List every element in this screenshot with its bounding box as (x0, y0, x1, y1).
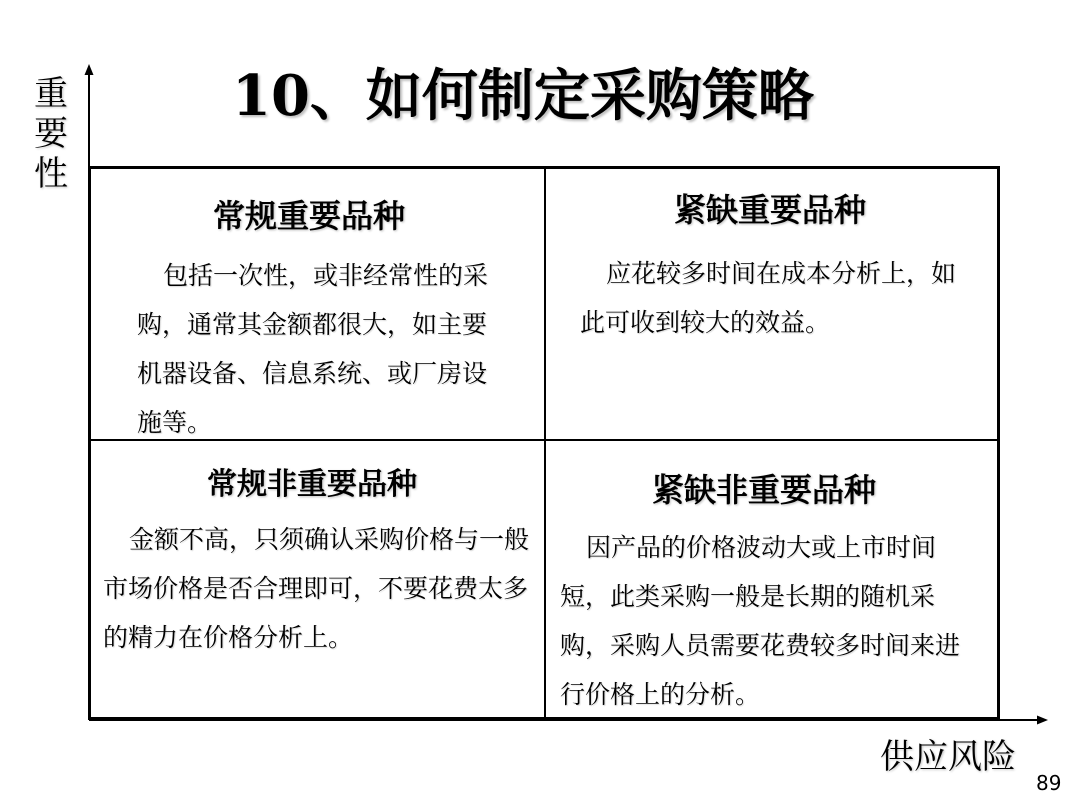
quadrant-heading: 常规重要品种 (213, 197, 406, 235)
quadrant-description: 金额不高，只须确认采购价格与一般市场价格是否合理即可，不要花费太多的精力在价格分析上。 (103, 525, 530, 652)
quadrant-scarce-unimportant (546, 441, 1000, 717)
strategy-matrix (88, 166, 1000, 720)
quadrant-routine-unimportant (91, 441, 546, 717)
x-axis-label: 供应风险 (880, 737, 1016, 777)
y-axis-label: 重要性 (34, 74, 68, 194)
quadrant-description: 应花较多时间在成本分析上，如此可收到较大的效益。 (580, 259, 957, 337)
quadrant-heading: 紧缺非重要品种 (652, 471, 877, 509)
quadrant-heading: 紧缺重要品种 (674, 191, 867, 229)
page-number: 89 (1036, 771, 1062, 795)
x-axis-arrow-icon (1037, 716, 1048, 725)
slide-title: 10、如何制定采购策略 (232, 63, 814, 129)
quadrant-description: 包括一次性，或非经常性的采购，通常其金额都很大，如主要机器设备、信息系统、或厂房设施等。 (137, 261, 489, 437)
y-axis-arrow-icon (85, 64, 94, 75)
quadrant-scarce-important (546, 169, 1000, 441)
quadrant-description: 因产品的价格波动大或上市时间短，此类采购一般是长期的随机采购，采购人员需要花费较多时间来进行价格上的分析。 (560, 533, 961, 709)
quadrant-heading: 常规非重要品种 (207, 467, 417, 502)
quadrant-routine-important (91, 169, 546, 441)
